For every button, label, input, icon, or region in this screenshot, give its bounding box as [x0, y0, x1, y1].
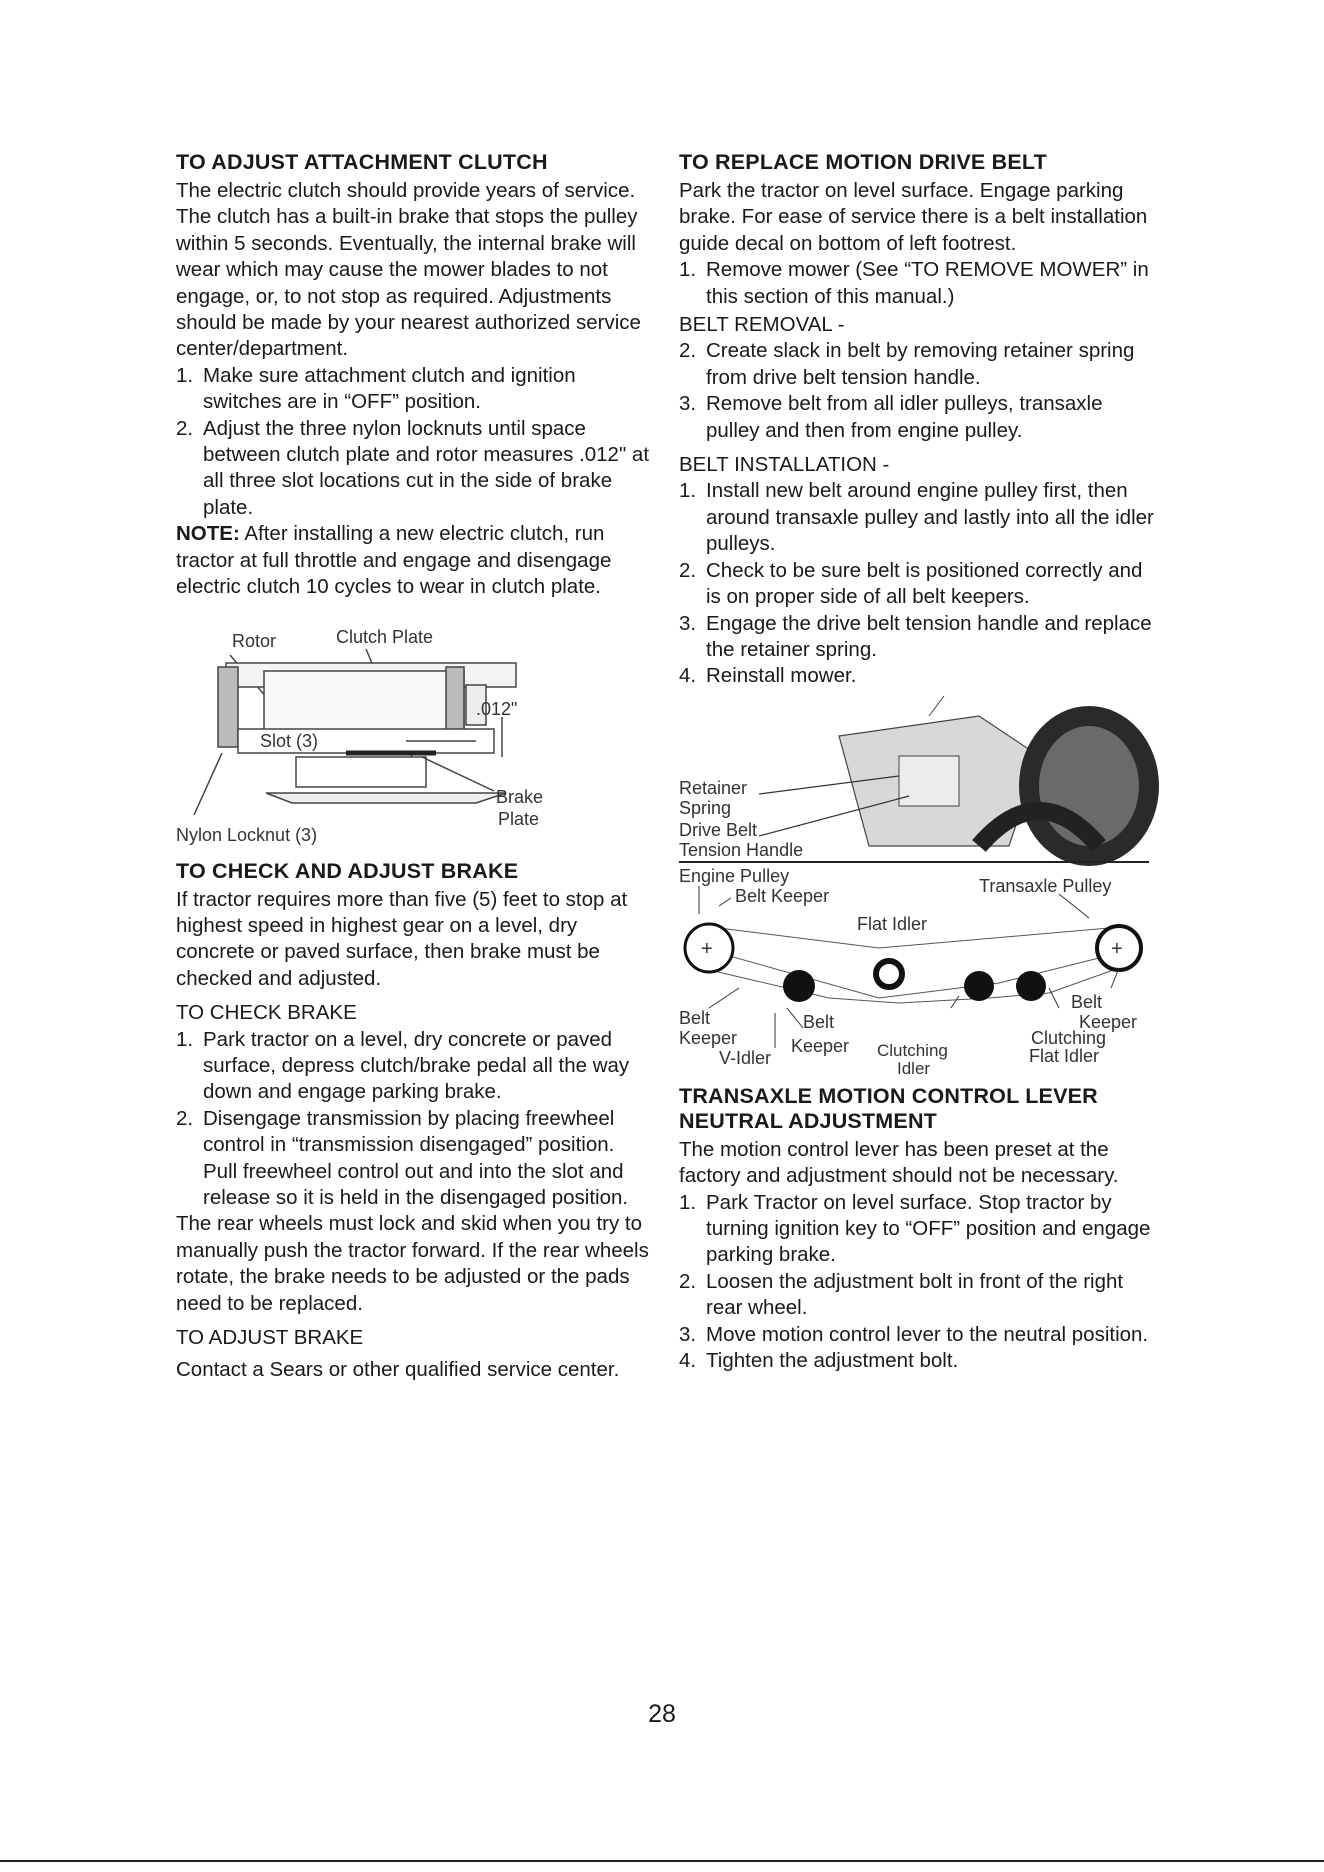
brake-heading: TO CHECK AND ADJUST BRAKE	[176, 858, 519, 883]
belt-section	[679, 150, 1159, 1078]
label-locknut: Nylon Locknut (3)	[176, 824, 318, 845]
clutch-note	[176, 521, 652, 600]
clutch-drawing	[194, 649, 516, 815]
belt-install-steps	[679, 478, 1159, 689]
list-item: 1. Install new belt around engine pulley first, then around transaxle pulley and lastly into all the idler pulleys.	[679, 479, 1154, 556]
check-brake-heading: TO CHECK BRAKE	[176, 1001, 357, 1025]
label-clutching-flat-1: Clutching	[1031, 1027, 1107, 1048]
transaxle-section	[679, 1084, 1159, 1375]
label-v-idler: V-Idler	[719, 1047, 772, 1068]
flat-idler-pulley	[876, 961, 902, 987]
tractor-illustration	[839, 696, 1159, 866]
pulley-leaders	[699, 886, 1119, 1048]
label-belt-left: Belt	[679, 1007, 711, 1028]
list-item: 1. Park Tractor on level surface. Stop tractor by turning ignition key to “OFF” position and engage parking brake.	[679, 1190, 1151, 1267]
label-belt-mid: Belt	[803, 1011, 835, 1032]
label-transaxle-pulley: Transaxle Pulley	[979, 875, 1112, 896]
list-item: 3. Engage the drive belt tension handle and replace the retainer spring.	[679, 611, 1152, 661]
pulley-diagram	[679, 868, 1159, 1078]
note-label: NOTE:	[176, 522, 240, 546]
brake-intro: If tractor requires more than five (5) feet to stop at highest speed in highest gear on a level, dry concrete or paved surface, then brake must be checked and adjusted.	[176, 887, 628, 990]
label-clutching-idler-1: Clutching	[877, 1040, 948, 1060]
label-keeper-left: Keeper	[679, 1027, 738, 1048]
label-drive-belt: Drive Belt	[679, 819, 758, 840]
label-slot: Slot (3)	[260, 730, 319, 751]
belt-heading: TO REPLACE MOTION DRIVE BELT	[679, 150, 1047, 174]
label-plate: Plate	[498, 808, 540, 827]
label-rotor: Rotor	[232, 630, 277, 651]
label-spring: Spring	[679, 797, 732, 818]
page-number: 28	[648, 1700, 676, 1728]
right-column	[679, 150, 1159, 1374]
list-item: 2. Adjust the three nylon locknuts until space between clutch plate and rotor measures .012" at all three slot locations cut in the side of brake plate.	[176, 416, 650, 519]
list-item: 4. Tighten the adjustment bolt.	[679, 1348, 959, 1372]
label-brake: Brake	[496, 786, 544, 807]
label-belt-keeper-top: Belt Keeper	[735, 885, 830, 906]
belt-removal-heading: BELT REMOVAL -	[679, 313, 845, 337]
tension-handle-diagram	[679, 696, 1159, 866]
list-item: 1. Park tractor on a level, dry concrete or paved surface, depress clutch/brake pedal all the way down and engage parking brake.	[176, 1027, 630, 1104]
belt-install-heading: BELT INSTALLATION -	[679, 453, 890, 477]
label-keeper-right: Keeper	[1079, 1011, 1138, 1032]
list-item: 3. Move motion control lever to the neutral position.	[679, 1322, 1149, 1346]
clutch-steps	[176, 363, 652, 521]
list-item: 2. Disengage transmission by placing freewheel control in “transmission disengaged” position. Pull freewheel control out and into the slot and release so it is held in the disengaged position.	[176, 1106, 629, 1209]
v-idler-pulley	[783, 970, 815, 1002]
clutching-idler-pulley	[964, 971, 994, 1001]
clutch-diagram	[176, 607, 652, 827]
label-belt-right: Belt	[1071, 991, 1103, 1012]
clutching-flat-idler-pulley	[1016, 971, 1046, 1001]
clutch-intro: The electric clutch should provide years of service. The clutch has a built-in brake that stops the pulley within 5 seconds. Eventually, the internal brake will wear which may cause the mower blades to not engage, or, to not stop as required. Adjustments should be made by your nearest authorized service center/department.	[176, 179, 641, 361]
list-item: 4. Reinstall mower.	[679, 664, 857, 688]
label-gap: .012"	[476, 698, 518, 719]
check-brake-after: The rear wheels must lock and skid when you try to manually push the tractor forward. If the rear wheels rotate, the brake needs to be adjusted or the pads need to be replaced.	[176, 1212, 649, 1315]
label-engine-pulley: Engine Pulley	[679, 867, 790, 886]
list-item: 3. Remove belt from all idler pulleys, transaxle pulley and then from engine pulley.	[679, 392, 1103, 442]
list-item: 1. Remove mower (See “TO REMOVE MOWER” in this section of this manual.)	[679, 258, 1149, 308]
plus-icon: +	[1111, 937, 1123, 960]
left-column	[176, 150, 652, 1384]
label-clutch-plate: Clutch Plate	[336, 626, 434, 647]
belt-intro: Park the tractor on level surface. Engage parking brake. For ease of service there is a belt installation guide decal on bottom of left footrest.	[679, 179, 1148, 255]
transaxle-steps	[679, 1190, 1159, 1375]
bottom-rule	[0, 1860, 1324, 1862]
belt-step1	[679, 257, 1159, 310]
label-clutching-idler-2: Idler	[897, 1058, 931, 1078]
list-item: 1. Make sure attachment clutch and ignition switches are in “OFF” position.	[176, 363, 576, 414]
list-item: 2. Check to be sure belt is positioned correctly and is on proper side of all belt keepers.	[679, 558, 1143, 609]
adjust-brake-text: Contact a Sears or other qualified service center.	[176, 1358, 620, 1382]
check-brake-steps	[176, 1027, 652, 1212]
label-retainer: Retainer	[679, 777, 748, 798]
belt-removal-steps	[679, 338, 1159, 444]
label-flat-idler: Flat Idler	[857, 913, 928, 934]
label-tension-handle: Tension Handle	[679, 839, 804, 860]
note-text: After installing a new electric clutch, run tractor at full throttle and engage and disengage electric clutch 10 cycles to wear in clutch plate.	[176, 522, 612, 599]
belt-path	[701, 928, 1119, 1003]
list-item: 2. Loosen the adjustment bolt in front of the right rear wheel.	[679, 1269, 1124, 1320]
adjust-brake-heading: TO ADJUST BRAKE	[176, 1326, 364, 1349]
transaxle-heading: TRANSAXLE MOTION CONTROL LEVER NEUTRAL ADJUSTMENT	[679, 1083, 1098, 1133]
list-item: 2. Create slack in belt by removing retainer spring from drive belt tension handle.	[679, 339, 1135, 389]
clutch-section	[176, 150, 652, 845]
plus-icon: +	[701, 937, 713, 960]
label-clutching-flat-2: Flat Idler	[1029, 1045, 1100, 1066]
clutch-heading: TO ADJUST ATTACHMENT CLUTCH	[176, 150, 548, 174]
transaxle-intro: The motion control lever has been preset at the factory and adjustment should not be necessary.	[679, 1137, 1119, 1188]
brake-section	[176, 859, 652, 1384]
label-keeper-mid: Keeper	[791, 1035, 850, 1056]
